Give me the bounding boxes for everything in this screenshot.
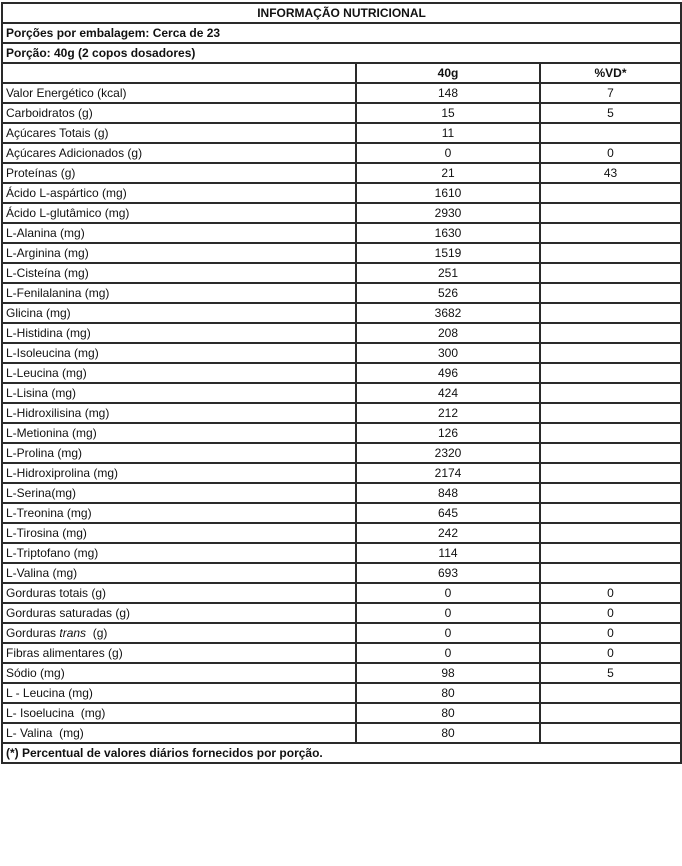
nutrient-daily-value [540,223,681,243]
nutrient-row [2,303,681,323]
nutrient-label: Proteínas (g) [2,163,356,183]
nutrient-row [2,663,681,683]
nutrient-amount: 15 [356,103,540,123]
nutrient-amount: 212 [356,403,540,423]
nutrient-daily-value [540,403,681,423]
nutrient-row [2,543,681,563]
nutrient-label: L-Metionina (mg) [2,423,356,443]
nutrient-label: L- Isoelucina (mg) [2,703,356,723]
nutrient-daily-value [540,383,681,403]
nutrient-amount: 496 [356,363,540,383]
nutrient-daily-value [540,343,681,363]
nutrient-amount: 2320 [356,443,540,463]
nutrient-row [2,163,681,183]
nutrient-row [2,683,681,703]
nutrient-daily-value: 0 [540,623,681,643]
nutrient-row [2,583,681,603]
nutrient-daily-value [540,543,681,563]
nutrient-row [2,603,681,623]
nutrient-daily-value [540,283,681,303]
nutrient-daily-value [540,723,681,743]
header-daily-value: %VD* [540,63,681,83]
nutrient-label: L-Prolina (mg) [2,443,356,463]
nutrient-label: L-Hidroxilisina (mg) [2,403,356,423]
nutrient-daily-value [540,503,681,523]
nutrient-amount: 80 [356,703,540,723]
nutrient-row [2,203,681,223]
header-label-cell [2,63,356,83]
nutrient-row [2,363,681,383]
nutrient-amount: 114 [356,543,540,563]
nutrient-label: Gorduras totais (g) [2,583,356,603]
nutrient-row [2,723,681,743]
nutrient-amount: 98 [356,663,540,683]
nutrient-amount: 148 [356,83,540,103]
nutrient-daily-value: 0 [540,583,681,603]
nutrient-row [2,223,681,243]
nutrient-label: L-Leucina (mg) [2,363,356,383]
nutrient-row [2,523,681,543]
nutrient-daily-value: 5 [540,663,681,683]
nutrient-daily-value [540,123,681,143]
nutrient-label: Glicina (mg) [2,303,356,323]
footnote-row [2,743,681,763]
nutrient-label: Sódio (mg) [2,663,356,683]
nutrient-daily-value [540,563,681,583]
nutrient-row [2,243,681,263]
nutrient-amount: 424 [356,383,540,403]
nutrient-row [2,383,681,403]
nutrient-label: Gorduras saturadas (g) [2,603,356,623]
nutrient-daily-value [540,523,681,543]
servings-per-package: Porções por embalagem: Cerca de 23 [2,23,681,43]
nutrient-amount: 251 [356,263,540,283]
nutrient-label: Açúcares Totais (g) [2,123,356,143]
servings-row [2,23,681,43]
nutrient-label: L-Isoleucina (mg) [2,343,356,363]
nutrient-amount: 1630 [356,223,540,243]
nutrient-amount: 1519 [356,243,540,263]
nutrient-row [2,123,681,143]
nutrient-label: L-Tirosina (mg) [2,523,356,543]
nutrient-row [2,403,681,423]
nutrient-daily-value [540,463,681,483]
nutrient-label-suffix: (g) [86,626,108,640]
nutrient-label-italic: trans [59,626,87,640]
nutrient-amount: 3682 [356,303,540,323]
nutrient-label: L - Leucina (mg) [2,683,356,703]
nutrient-daily-value: 5 [540,103,681,123]
nutrient-label: L-Histidina (mg) [2,323,356,343]
nutrient-label [2,623,356,643]
nutrient-amount: 0 [356,603,540,623]
nutrient-daily-value [540,303,681,323]
nutrient-daily-value: 0 [540,643,681,663]
nutrient-row [2,463,681,483]
nutrient-daily-value [540,683,681,703]
nutrient-amount: 126 [356,423,540,443]
nutrient-label: L-Cisteína (mg) [2,263,356,283]
nutrient-row [2,643,681,663]
nutrient-daily-value: 0 [540,603,681,623]
nutrient-daily-value [540,363,681,383]
nutrient-label: L-Fenilalanina (mg) [2,283,356,303]
nutrient-amount: 0 [356,143,540,163]
nutrient-row [2,83,681,103]
nutrient-daily-value [540,323,681,343]
nutrient-daily-value [540,483,681,503]
nutrient-row [2,563,681,583]
nutrient-label: Valor Energético (kcal) [2,83,356,103]
table-title: INFORMAÇÃO NUTRICIONAL [2,3,681,23]
serving-size: Porção: 40g (2 copos dosadores) [2,43,681,63]
nutrient-daily-value: 0 [540,143,681,163]
nutrient-row [2,503,681,523]
nutrient-row [2,423,681,443]
nutrient-amount: 0 [356,623,540,643]
nutrient-row [2,343,681,363]
nutrient-row [2,283,681,303]
nutrient-row [2,183,681,203]
nutrient-amount: 0 [356,583,540,603]
nutrient-amount: 242 [356,523,540,543]
nutrient-label: L-Arginina (mg) [2,243,356,263]
nutrition-facts-table [1,2,682,764]
nutrient-label: Ácido L-glutâmico (mg) [2,203,356,223]
nutrient-amount: 0 [356,643,540,663]
nutrient-daily-value [540,443,681,463]
nutrient-amount: 526 [356,283,540,303]
nutrient-row [2,323,681,343]
nutrient-daily-value [540,243,681,263]
nutrient-amount: 80 [356,683,540,703]
nutrient-amount: 11 [356,123,540,143]
nutrient-amount: 21 [356,163,540,183]
nutrient-amount: 1610 [356,183,540,203]
title-row [2,3,681,23]
nutrient-label: L-Lisina (mg) [2,383,356,403]
nutrient-label: Carboidratos (g) [2,103,356,123]
nutrient-row [2,103,681,123]
nutrient-row [2,623,681,643]
nutrient-amount: 848 [356,483,540,503]
footnote: (*) Percentual de valores diários fornecidos por porção. [2,743,681,763]
nutrient-label: Fibras alimentares (g) [2,643,356,663]
nutrient-label-prefix: Gorduras [6,626,60,640]
nutrient-daily-value [540,703,681,723]
nutrient-amount: 208 [356,323,540,343]
nutrient-label: L-Triptofano (mg) [2,543,356,563]
nutrient-amount: 693 [356,563,540,583]
nutrient-amount: 80 [356,723,540,743]
nutrient-row [2,483,681,503]
nutrient-daily-value: 43 [540,163,681,183]
nutrient-label: L-Treonina (mg) [2,503,356,523]
nutrient-label: L-Serina(mg) [2,483,356,503]
nutrient-row [2,263,681,283]
nutrient-amount: 300 [356,343,540,363]
nutrient-label: Ácido L-aspártico (mg) [2,183,356,203]
serving-size-row [2,43,681,63]
column-header-row [2,63,681,83]
nutrient-label: L- Valina (mg) [2,723,356,743]
nutrient-daily-value: 7 [540,83,681,103]
nutrient-label: Açúcares Adicionados (g) [2,143,356,163]
nutrient-daily-value [540,263,681,283]
nutrient-daily-value [540,203,681,223]
nutrient-amount: 645 [356,503,540,523]
nutrient-row [2,443,681,463]
nutrient-row [2,703,681,723]
nutrient-daily-value [540,183,681,203]
nutrient-amount: 2930 [356,203,540,223]
nutrient-label: L-Valina (mg) [2,563,356,583]
nutrient-label: L-Hidroxiprolina (mg) [2,463,356,483]
nutrient-label: L-Alanina (mg) [2,223,356,243]
nutrient-row [2,143,681,163]
header-amount: 40g [356,63,540,83]
nutrient-amount: 2174 [356,463,540,483]
nutrient-daily-value [540,423,681,443]
